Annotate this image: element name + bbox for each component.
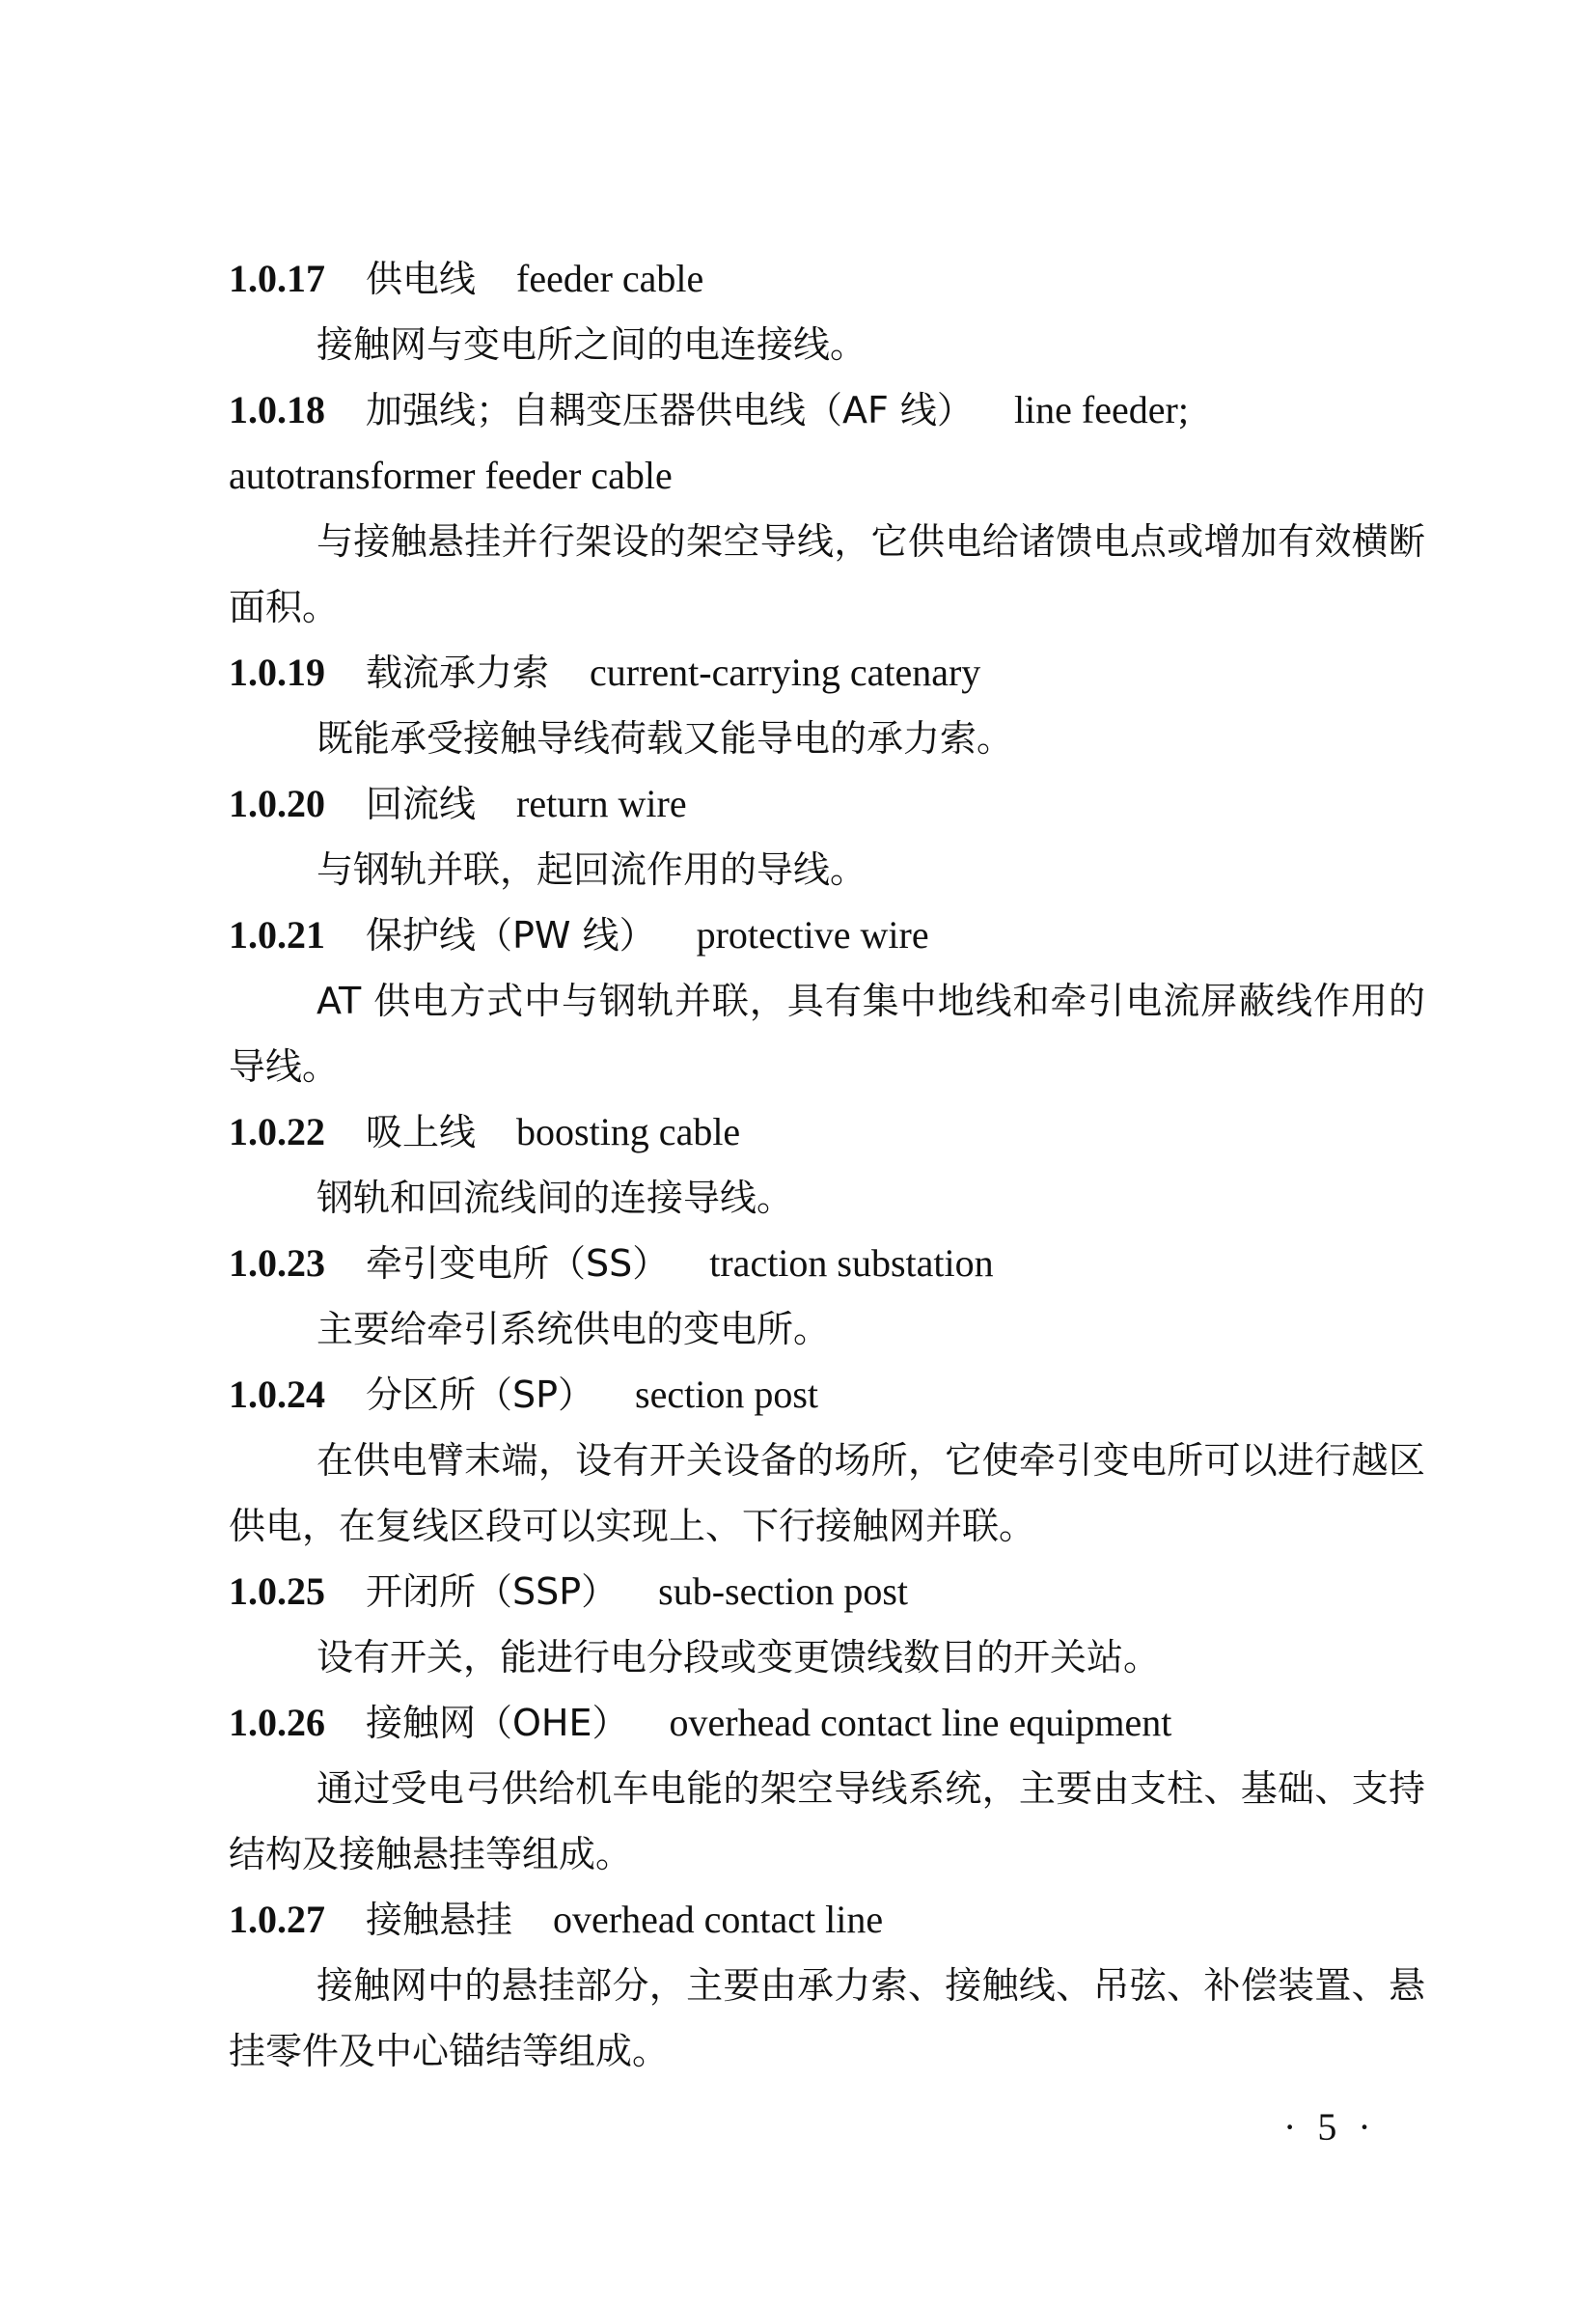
term-number: 1.0.27: [229, 1898, 325, 1941]
term-heading: [229, 1887, 1425, 1953]
term-number: 1.0.23: [229, 1241, 325, 1285]
term-english: boosting cable: [516, 1110, 741, 1153]
term-chinese: 载流承力索: [366, 652, 550, 694]
term-entry: [229, 1362, 1425, 1559]
term-entry: [229, 1690, 1425, 1887]
term-heading: [229, 1362, 1425, 1428]
term-heading: [229, 1559, 1425, 1624]
term-chinese: 回流线: [366, 783, 477, 825]
term-number: 1.0.20: [229, 782, 325, 825]
term-number: 1.0.24: [229, 1373, 325, 1416]
term-english: line feeder; autotransformer feeder cable: [229, 388, 1189, 497]
term-chinese: 吸上线: [366, 1111, 477, 1153]
term-heading: [229, 1099, 1425, 1165]
term-definition: 主要给牵引系统供电的变电所。: [316, 1308, 831, 1350]
term-heading: [229, 1690, 1425, 1756]
term-definition: 通过受电弓供给机车电能的架空导线系统，主要由支柱、基础、支持结构及接触悬挂等组成。: [229, 1767, 1425, 1875]
term-number: 1.0.19: [229, 651, 325, 694]
term-definition: 接触网与变电所之间的电连接线。: [316, 323, 867, 366]
term-entries: [229, 246, 1425, 2084]
term-english: overhead contact line equipment: [669, 1701, 1172, 1744]
term-chinese: 接触悬挂: [366, 1899, 513, 1941]
term-english: feeder cable: [516, 257, 704, 300]
term-english: traction substation: [709, 1241, 994, 1285]
term-english: sub-section post: [658, 1569, 909, 1613]
term-entry: [229, 902, 1425, 1099]
term-number: 1.0.26: [229, 1701, 325, 1744]
term-entry: [229, 771, 1425, 902]
term-chinese: 开闭所（SSP）: [366, 1570, 619, 1613]
term-chinese: 接触网（OHE）: [366, 1702, 629, 1744]
term-heading: [229, 771, 1425, 837]
term-english: protective wire: [696, 913, 929, 957]
term-entry: [229, 246, 1425, 377]
term-number: 1.0.21: [229, 913, 325, 957]
term-definition: 与接触悬挂并行架设的架空导线，它供电给诸馈电点或增加有效横断面积。: [229, 520, 1425, 628]
term-definition: 接触网中的悬挂部分，主要由承力索、接触线、吊弦、补偿装置、悬挂零件及中心锚结等组成。: [229, 1964, 1425, 2072]
term-chinese: 供电线: [366, 258, 477, 300]
term-definition: 钢轨和回流线间的连接导线。: [316, 1177, 794, 1219]
term-english: return wire: [516, 782, 687, 825]
page-number: · 5 ·: [1283, 2105, 1377, 2149]
term-english: overhead contact line: [553, 1898, 884, 1941]
term-entry: [229, 377, 1425, 640]
term-entry: [229, 1099, 1425, 1231]
term-number: 1.0.18: [229, 388, 325, 431]
term-heading: [229, 246, 1425, 312]
term-heading: [229, 1231, 1425, 1296]
term-number: 1.0.17: [229, 257, 325, 300]
term-heading: [229, 902, 1425, 968]
term-entry: [229, 640, 1425, 771]
term-heading: [229, 640, 1425, 706]
term-entry: [229, 1887, 1425, 2084]
term-heading: [229, 377, 1425, 509]
term-definition: 设有开关，能进行电分段或变更馈线数目的开关站。: [316, 1636, 1161, 1679]
term-number: 1.0.22: [229, 1110, 325, 1153]
term-chinese: 加强线；自耦变压器供电线（AF 线）: [366, 389, 974, 431]
term-english: section post: [635, 1373, 819, 1416]
term-chinese: 牵引变电所（SS）: [366, 1242, 670, 1285]
term-chinese: 分区所（SP）: [366, 1373, 595, 1416]
term-entry: [229, 1231, 1425, 1362]
term-chinese: 保护线（PW 线）: [366, 914, 656, 957]
term-definition: 与钢轨并联，起回流作用的导线。: [316, 848, 867, 891]
term-entry: [229, 1559, 1425, 1690]
term-definition: 在供电臂末端，设有开关设备的场所，它使牵引变电所可以进行越区供电，在复线区段可以实现上、下行接触网并联。: [229, 1439, 1425, 1547]
term-definition: 既能承受接触导线荷载又能导电的承力索。: [316, 717, 1014, 760]
term-number: 1.0.25: [229, 1569, 325, 1613]
term-definition: AT 供电方式中与钢轨并联，具有集中地线和牵引电流屏蔽线作用的导线。: [229, 980, 1425, 1088]
term-english: current-carrying catenary: [590, 651, 981, 694]
